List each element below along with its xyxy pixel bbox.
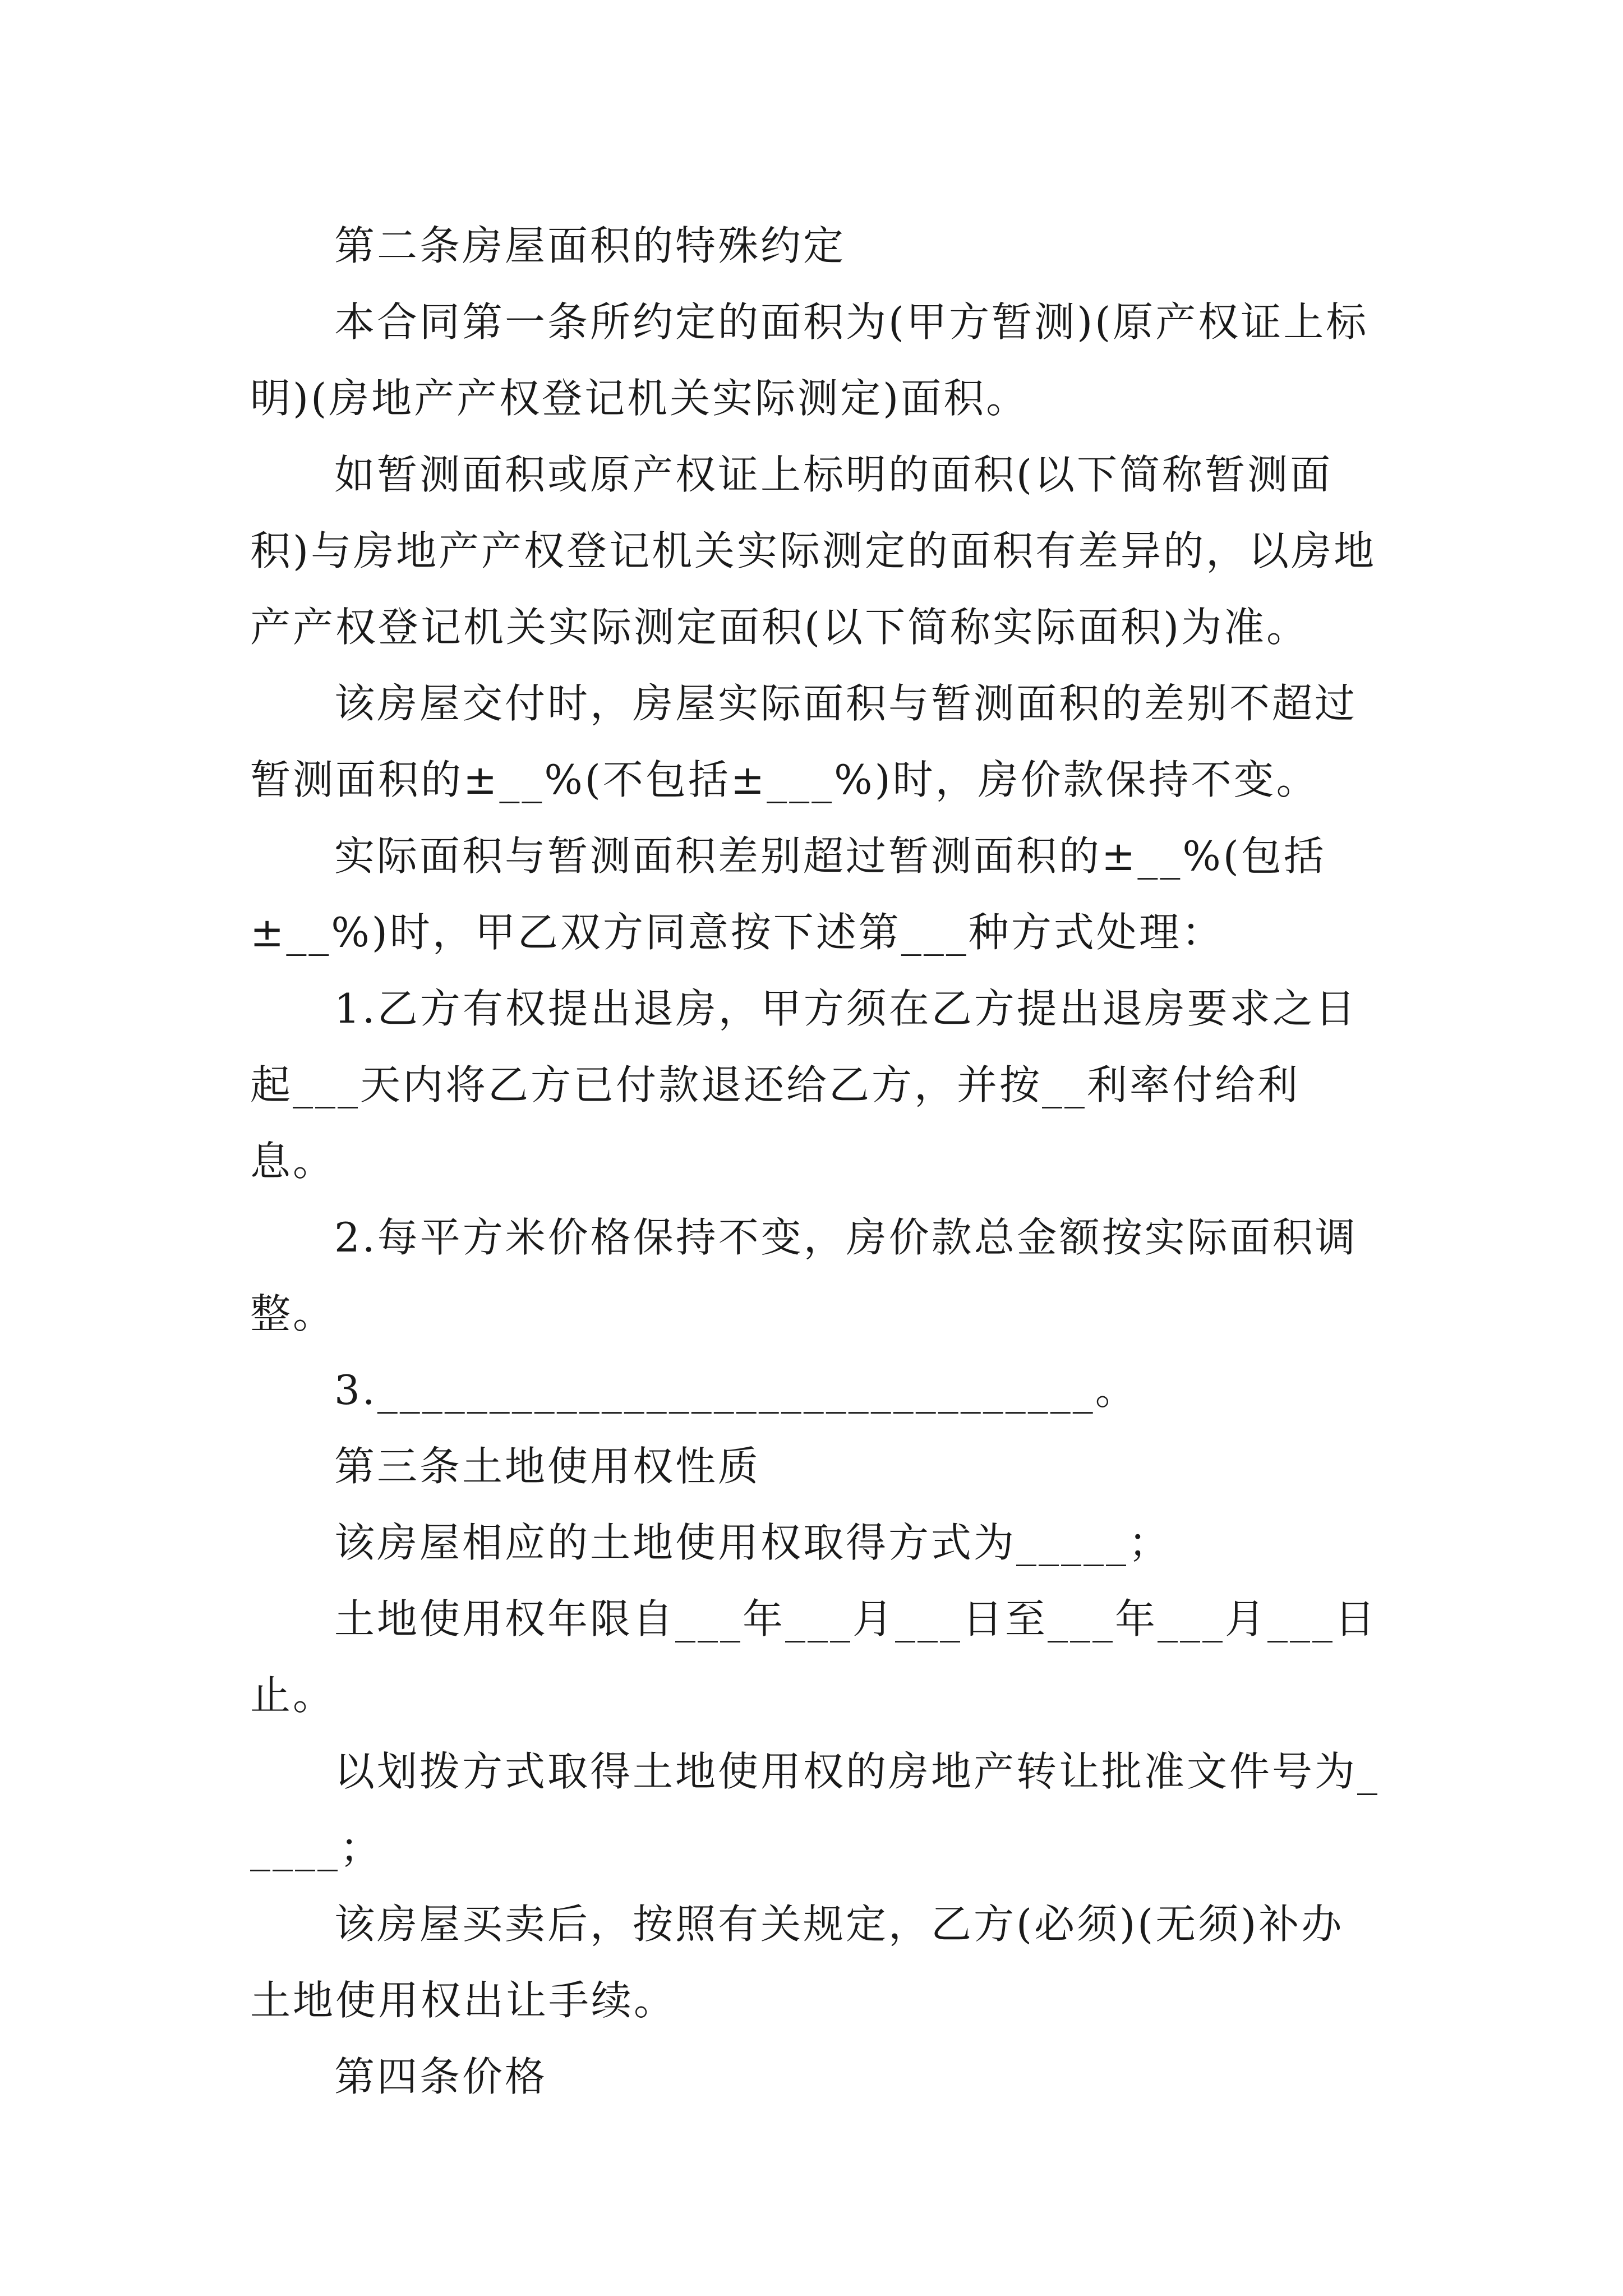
paragraph: 该房屋买卖后，按照有关规定，乙方(必须)(无须)补办土地使用权出让手续。 xyxy=(250,1901,1344,2024)
paragraph: 以划拨方式取得土地使用权的房地产转让批准文件号为_____； xyxy=(250,1748,1380,1871)
article-2-heading: 第二条房屋面积的特殊约定 xyxy=(334,222,846,269)
article-3-heading: 第三条土地使用权性质 xyxy=(334,1443,761,1490)
paragraph: 本合同第一条所约定的面积为(甲方暂测)(原产权证上标明)(房地产产权登记机关实际测定)面积。 xyxy=(250,298,1369,422)
paragraph: 实际面积与暂测面积差别超过暂测面积的±__%(包括±__%)时，甲乙双方同意按下述第___种方式处理： xyxy=(250,832,1326,956)
paragraph: 该房屋交付时，房屋实际面积与暂测面积的差别不超过暂测面积的±__%(不包括±___%)时，房价款保持不变。 xyxy=(250,680,1358,803)
list-item-3: 3.________________________________。 xyxy=(334,1366,1138,1414)
list-item-2: 2.每平方米价格保持不变，房价款总金额按实际面积调整。 xyxy=(250,1214,1358,1337)
list-item-1: 1.乙方有权提出退房，甲方须在乙方提出退房要求之日起___天内将乙方已付款退还给乙方，并按__利率付给利息。 xyxy=(250,985,1358,1185)
paragraph: 如暂测面积或原产权证上标明的面积(以下简称暂测面积)与房地产产权登记机关实际测定的面积有差异的，以房地产产权登记机关实际测定面积(以下简称实际面积)为准。 xyxy=(250,451,1377,651)
paragraph: 土地使用权年限自___年___月___日至___年___月___日止。 xyxy=(250,1595,1378,1719)
paragraph: 该房屋相应的土地使用权取得方式为_____； xyxy=(334,1519,1172,1566)
document-body xyxy=(250,208,1383,2115)
article-4-heading: 第四条价格 xyxy=(334,2053,548,2100)
